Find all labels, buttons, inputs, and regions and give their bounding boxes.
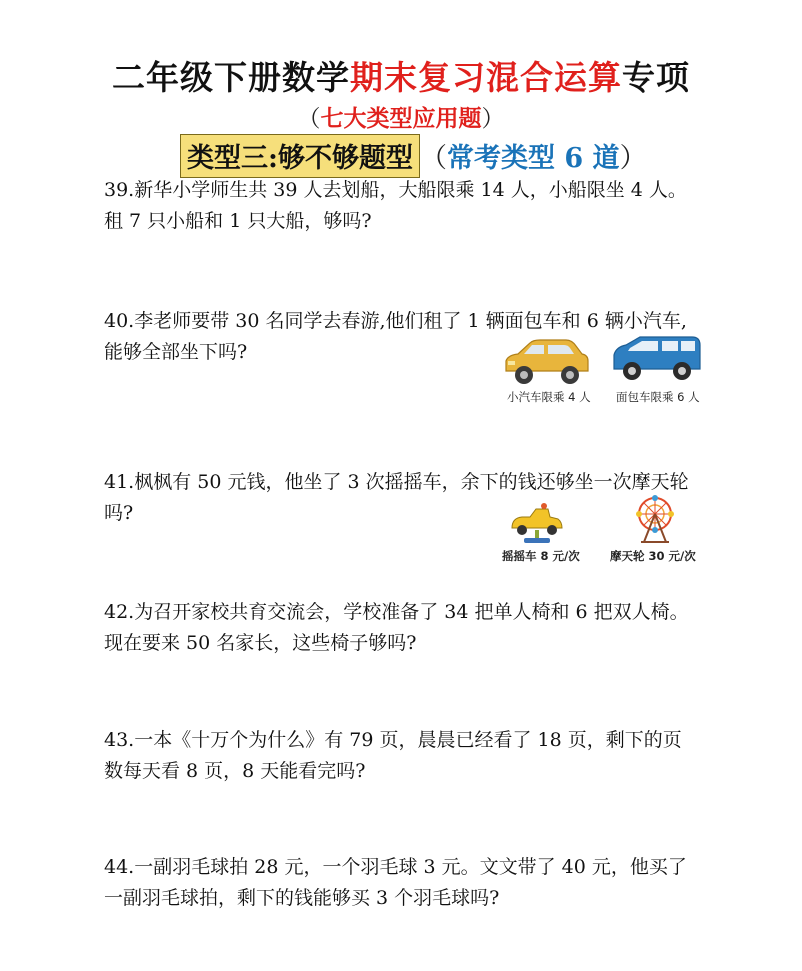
type-note-text: 常考类型 6 道 (446, 143, 620, 174)
title-part-3: 专项 (622, 58, 690, 97)
page-title (0, 52, 802, 99)
question-line: 现在要来 50 名家长，这些椅子够吗? (104, 632, 417, 654)
page-subtitle (0, 100, 802, 133)
ferris-wheel-caption: 摩天轮 30 元/次 (610, 549, 696, 563)
subtitle-open-paren: （ (297, 106, 321, 132)
question-line: 数每天看 8 页，8 天能看完吗? (104, 760, 366, 782)
question-line: 40.李老师要带 30 名同学去春游,他们租了 1 辆面包车和 6 辆小汽车, (104, 310, 687, 332)
question-line: 39.新华小学师生共 39 人去划船，大船限乘 14 人，小船限坐 4 人。 (104, 179, 687, 201)
type-note-open-paren: （ (419, 143, 447, 174)
question-43 (104, 725, 754, 787)
question-line: 44.一副羽毛球拍 28 元，一个羽毛球 3 元。文文带了 40 元，他买了 (104, 856, 687, 878)
question-line: 43.一本《十万个为什么》有 79 页，晨晨已经看了 18 页，剩下的页 (104, 729, 682, 751)
rocking-car-illustration (508, 500, 566, 544)
question-line: 能够全部坐下吗? (104, 341, 248, 363)
question-42 (104, 597, 754, 659)
ferris-wheel-illustration (632, 494, 678, 544)
type-label: 类型三:够不够题型 (180, 134, 420, 178)
rocking-car-caption: 摇摇车 8 元/次 (502, 549, 580, 563)
question-line: 吗? (104, 502, 134, 524)
question-44 (104, 852, 754, 914)
question-line: 41.枫枫有 50 元钱，他坐了 3 次摇摇车，余下的钱还够坐一次摩天轮 (104, 471, 689, 493)
question-line: 租 7 只小船和 1 只大船，够吗? (104, 210, 372, 232)
title-part-1: 二年级下册数学 (112, 58, 350, 97)
type-note (420, 143, 647, 174)
question-line: 一副羽毛球拍，剩下的钱能够买 3 个羽毛球吗? (104, 887, 500, 909)
title-part-2: 期末复习混合运算 (350, 58, 622, 97)
type-note-close-paren: ） (619, 143, 647, 174)
van-illustration (610, 333, 704, 383)
car-illustration (500, 337, 592, 387)
subtitle-close-paren: ） (481, 106, 505, 132)
question-line: 42.为召开家校共育交流会，学校准备了 34 把单人椅和 6 把双人椅。 (104, 601, 689, 623)
question-39 (104, 175, 754, 237)
car-caption: 小汽车限乘 4 人 (507, 390, 591, 404)
type-header (180, 134, 647, 174)
subtitle-text: 七大类型应用题 (320, 105, 482, 132)
van-caption: 面包车限乘 6 人 (616, 390, 700, 404)
